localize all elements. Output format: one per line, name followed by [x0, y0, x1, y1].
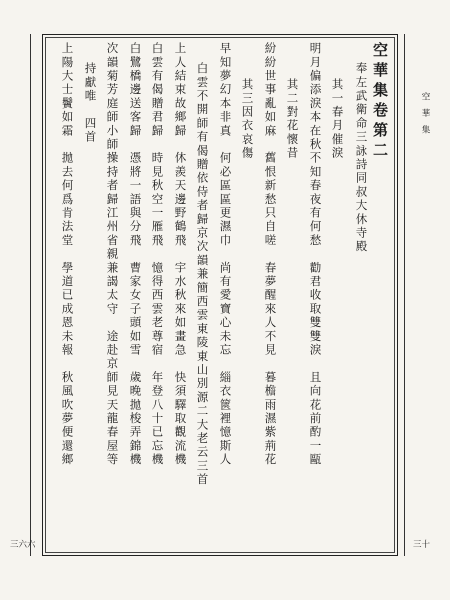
text-column: 紛紛世事亂如麻 舊恨新愁只自嗟 春夢醒來人不見 暮檐雨濕紫荊花 — [263, 42, 278, 467]
volume-title: 空華集卷第二 — [371, 42, 389, 162]
text-column: 白雲不開師有偈贈依侍者歸京次韻兼簡西雲東陵東山別源二大老云三首 — [195, 62, 210, 487]
page-number-right: 三十 — [413, 540, 431, 550]
text-column: 其二對花懷昔 — [285, 78, 300, 161]
text-column: 上人結束故鄉歸 休羨天邊野鶴飛 宇水秋來如畫急 快須驛取觀流機 — [173, 42, 188, 467]
text-column: 白雲有偈贈君歸 時見秋空一雁飛 憶得西雲老尊宿 年登八十已忘機 — [150, 42, 165, 467]
margin-rule-left — [30, 34, 31, 556]
text-column: 明月偏添淚本在秋不知春夜有何愁 勸君收取雙雙淚 且向花前酌一甌 — [308, 42, 323, 467]
text-column: 早知夢幻本非真 何必區區更濕巾 尚有愛寶心未忘 緇衣篋裡憶斯人 — [218, 42, 233, 467]
text-column: 次韻菊芳庭師小師操持者歸江州省親兼謁太守 途赴京師見天龍春屋等 — [105, 42, 120, 467]
margin-rule-right — [404, 34, 405, 556]
text-column: 奉左武衛命三詠詩同叔大休寺殿 — [354, 62, 369, 254]
text-column: 其一春月催淚 — [330, 78, 345, 161]
text-column: 上陽大士鬢如霜 拋去何爲肯法堂 學道已成恩未報 秋風吹夢便還鄉 — [60, 42, 75, 467]
page-number-left: 三六六 — [10, 540, 36, 550]
text-column: 其三因衣哀傷 — [240, 78, 255, 161]
text-column: 持獻唯 四首 — [83, 62, 98, 145]
text-column: 白鷺橋邊送客歸 憑將一語與分飛 曹家女子頭如雪 歲晚拋梭弄錦機 — [128, 42, 143, 467]
running-head: 空華集 — [420, 92, 430, 142]
